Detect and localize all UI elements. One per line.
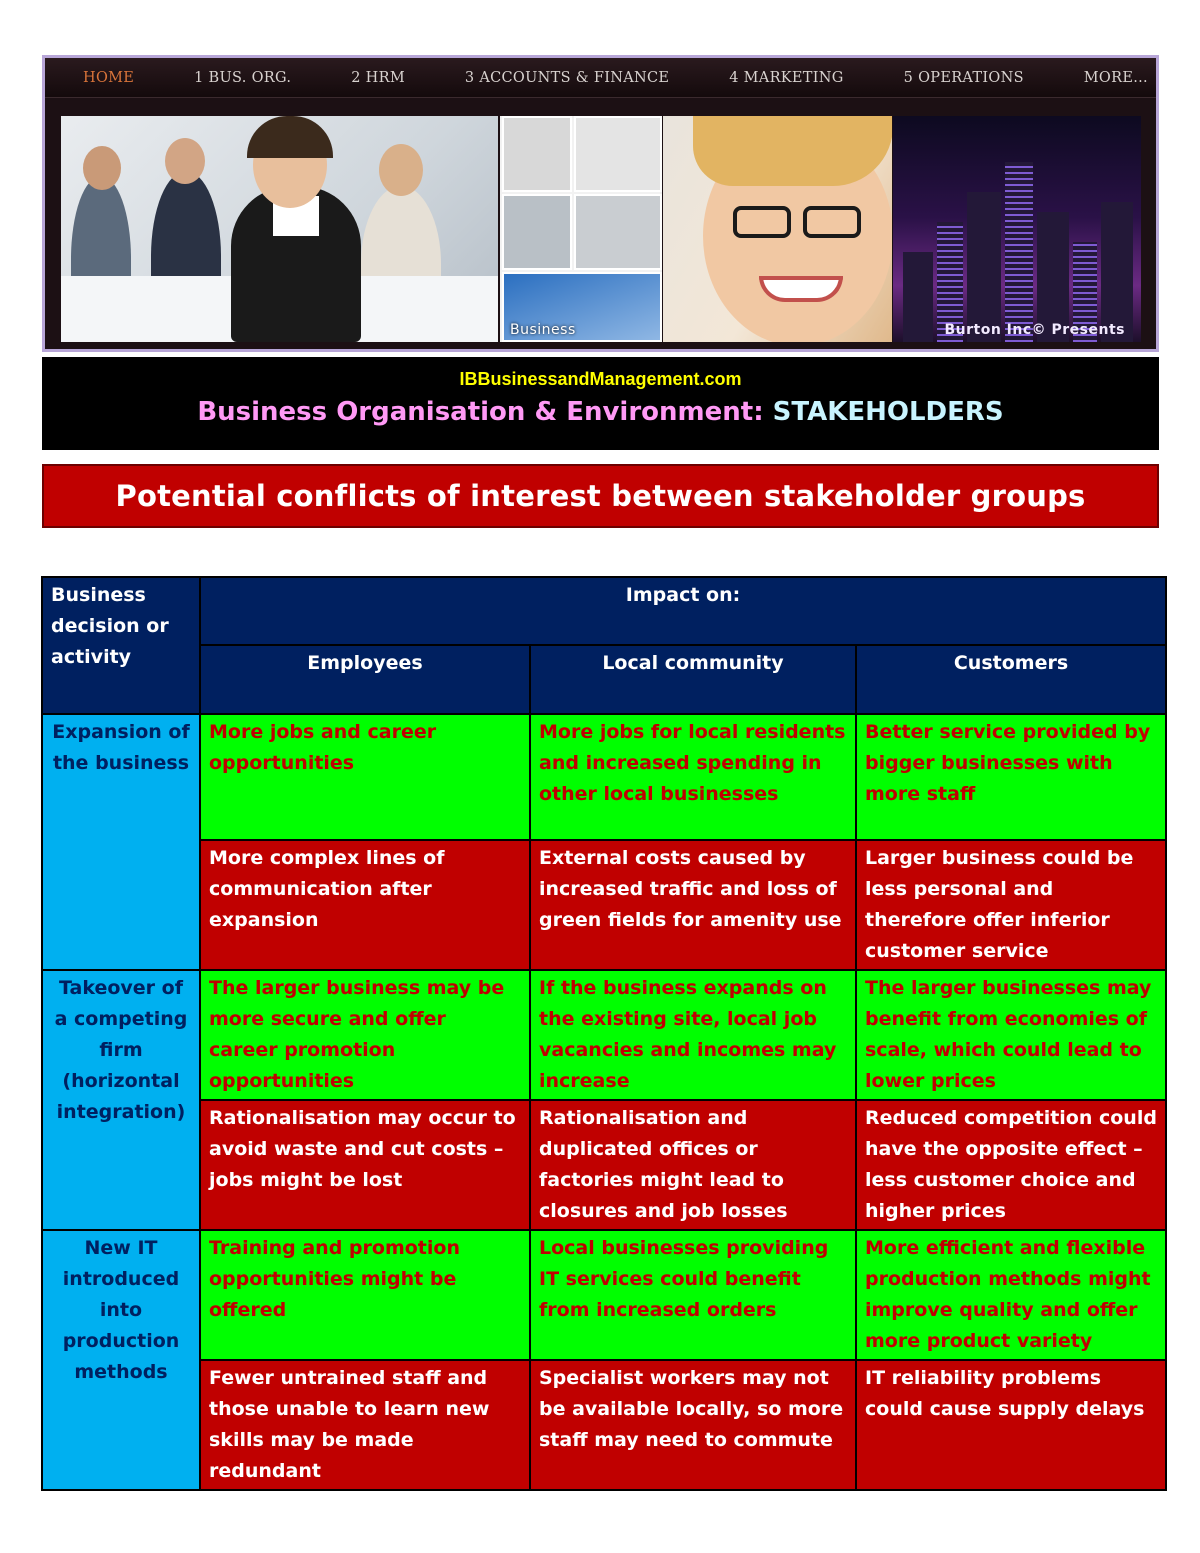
column-header-row (42, 645, 1166, 714)
burton-caption: Burton Inc© Presents (944, 322, 1125, 338)
positive-impact-cell: More jobs for local residents and increased spending in other local businesses (530, 714, 856, 840)
nav-bus-org[interactable]: 1 BUS. ORG. (194, 69, 292, 86)
table-row (42, 1360, 1166, 1490)
collage-tile (574, 116, 662, 192)
positive-impact-cell: The larger businesses may benefit from economies of scale, which could lead to lower prices (856, 970, 1166, 1100)
negative-impact-cell: Larger business could be less personal and therefore offer inferior customer service (856, 840, 1166, 970)
impact-header: Impact on: (200, 577, 1166, 645)
decision-header: Business decision or activity (42, 577, 200, 714)
building (967, 192, 1001, 342)
table-row (42, 1100, 1166, 1230)
table-row (42, 714, 1166, 840)
negative-impact-cell: External costs caused by increased traffic and loss of green fields for amenity use (530, 840, 856, 970)
col-header-employees: Employees (200, 645, 530, 714)
negative-impact-cell: Reduced competition could have the opposite effect – less customer choice and higher prices (856, 1100, 1166, 1230)
collage-tile (574, 194, 662, 270)
nav-accounts-finance[interactable]: 3 ACCOUNTS & FINANCE (464, 69, 670, 86)
table-row (42, 970, 1166, 1100)
city-night-photo (893, 116, 1141, 342)
people-collage (500, 116, 662, 342)
positive-impact-cell: If the business expands on the existing site, local job vacancies and incomes may increase (530, 970, 856, 1100)
nav-marketing[interactable]: 4 MARKETING (729, 69, 844, 86)
header-row (42, 577, 1166, 645)
col-header-customers: Customers (856, 645, 1166, 714)
nav-more[interactable]: MORE... (1083, 69, 1148, 86)
positive-impact-cell: Training and promotion opportunities might be offered (200, 1230, 530, 1360)
top-nav (45, 58, 1156, 98)
person-head (165, 138, 205, 184)
page-heading-text: Potential conflicts of interest between stakeholder groups (115, 479, 1086, 513)
row-label-expansion: Expansion of the business (42, 714, 200, 970)
collage-tile (502, 194, 572, 270)
row-label-new-it: New IT introduced into production methods (42, 1230, 200, 1490)
smile (759, 276, 843, 302)
nav-operations[interactable]: 5 OPERATIONS (903, 69, 1024, 86)
table-row (42, 1230, 1166, 1360)
smiling-woman-photo (663, 116, 892, 342)
negative-impact-cell: Rationalisation and duplicated offices or factories might lead to closures and job losses (530, 1100, 856, 1230)
negative-impact-cell: Fewer untrained staff and those unable to learn new skills may be made redundant (200, 1360, 530, 1490)
site-title-prefix: Business Organisation & Environment: (197, 397, 773, 427)
building (903, 252, 933, 342)
building (1101, 202, 1133, 342)
negative-impact-cell: More complex lines of communication after expansion (200, 840, 530, 970)
site-title-band (42, 357, 1159, 450)
negative-impact-cell: IT reliability problems could cause supply delays (856, 1360, 1166, 1490)
row-label-takeover: Takeover of a competing firm (horizontal integration) (42, 970, 200, 1230)
col-header-local-community: Local community (530, 645, 856, 714)
page-heading (42, 464, 1159, 528)
negative-impact-cell: Rationalisation may occur to avoid waste and cut costs – jobs might be lost (200, 1100, 530, 1230)
site-url[interactable]: IBBusinessandManagement.com (459, 369, 742, 389)
banner-photos (61, 116, 1140, 342)
nav-hrm[interactable]: 2 HRM (351, 69, 405, 86)
meeting-photo (61, 116, 498, 342)
woman-hair (247, 116, 333, 158)
site-title-topic: STAKEHOLDERS (772, 397, 1004, 427)
positive-impact-cell: More jobs and career opportunities (200, 714, 530, 840)
negative-impact-cell: Specialist workers may not be available locally, so more staff may need to commute (530, 1360, 856, 1490)
positive-impact-cell: Local businesses providing IT services could benefit from increased orders (530, 1230, 856, 1360)
glasses-left (733, 206, 791, 238)
building (1005, 162, 1033, 342)
hair (693, 116, 892, 186)
table-row (42, 840, 1166, 970)
glasses-right (803, 206, 861, 238)
positive-impact-cell: The larger business may be more secure and offer career promotion opportunities (200, 970, 530, 1100)
nav-home[interactable]: HOME (83, 69, 135, 86)
person-head (379, 144, 423, 196)
business-caption: Business (510, 322, 576, 338)
person-head (83, 146, 121, 190)
site-title (42, 397, 1159, 427)
stakeholder-conflict-table (41, 576, 1167, 1491)
collage-tile (502, 116, 572, 192)
positive-impact-cell: More efficient and flexible production methods might improve quality and offer more product variety (856, 1230, 1166, 1360)
positive-impact-cell: Better service provided by bigger businesses with more staff (856, 714, 1166, 840)
site-banner (42, 55, 1159, 352)
